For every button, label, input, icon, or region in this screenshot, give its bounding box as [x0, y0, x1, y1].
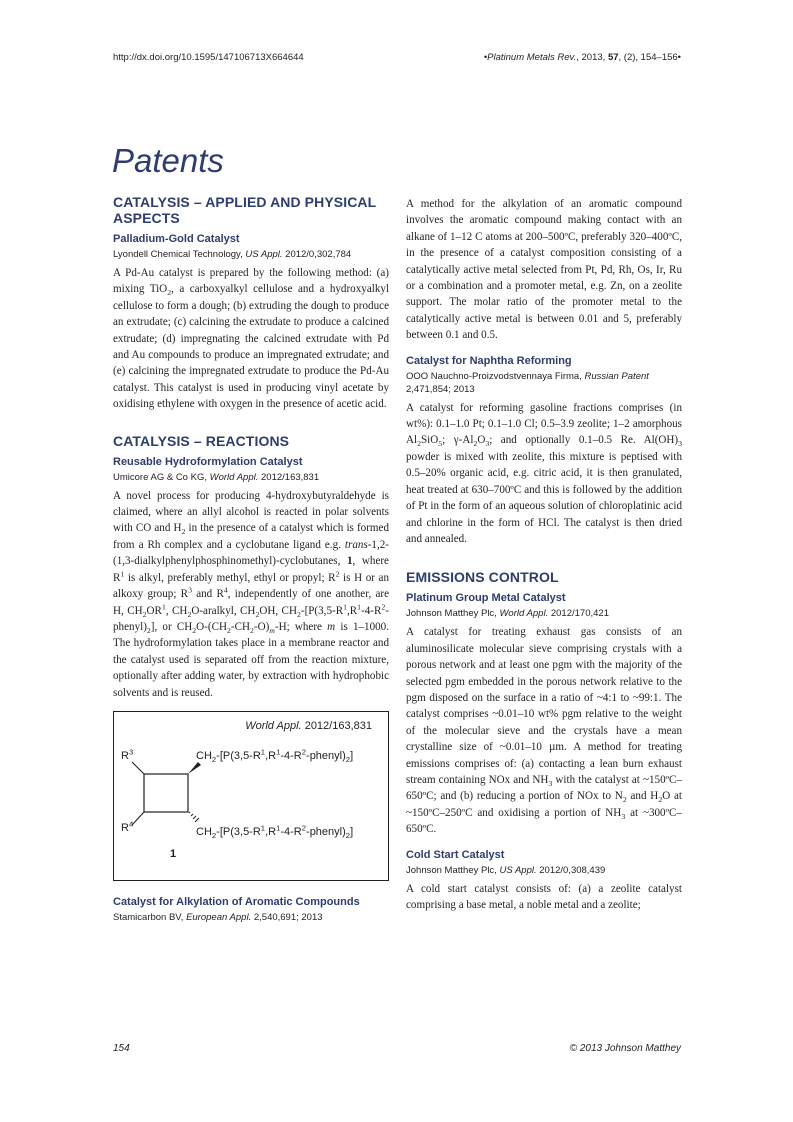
patent-source: Lyondell Chemical Technology, US Appl. 2012/0,302,784 [113, 249, 352, 260]
patent-abstract: A method for the alkylation of an aromatic compound involves the aromatic compound making contact with an alkane of 1–12 C atoms at 200–500ºC, preferably 320–400ºC, in the presence of a catalyst composition consisting of a catalytically active metal selected from Pt, Pd, Rh, Os, Ir, Ru or a combination and a promoter metal, e.g. Zn, on a zeolite support. The molar ratio of the promoter metal to the catalytically active metal is between 0.01 and 5, preferably between 0.1 and 0.5. [406, 198, 682, 342]
page-title: Patents [112, 142, 224, 179]
cyclobutane-structure [114, 712, 390, 880]
patent-source: Stamicarbon BV, European Appl. 2,540,691; 2013 [113, 911, 323, 923]
patent-source: Johnson Matthey Plc, World Appl. 2012/170,421 [406, 608, 609, 620]
patent-source: Johnson Matthey Plc, US Appl. 2012/0,308,439 [406, 864, 606, 876]
patent-abstract: A cold start catalyst consists of: (a) a zeolite catalyst comprising a base metal, a noble metal and a zeolite; [406, 882, 682, 911]
patent-abstract: A catalyst for treating exhaust gas consists of an aluminosilicate molecular sieve comprising crystals with a porous network and at least one pgm with the majority of the selected pgm embedded in the porous network relative to the pgm disposed on the surface in a ratio of ~4:1 to ~99:1. The catalyst comprises ~0.01–10 wt% pgm relative to the weight of the molecular sieve and the crystals have a mean crystalline size of ~0.01–10 µm. A method for treating emissions comprises of: (a) contacting a lean burn exhaust stream containing NOx and $NH_3$ with the catalyst at ~150ºC–650ºC; and (b) reducing a portion of NOx to $N_2$ and $H_2O$ at ~150ºC–250ºC and oxidising a portion of $NH_3$ at ~300ºC–650ºC. [406, 626, 683, 836]
journal-citation: •Platinum Metals Rev., 2013, 57, (2), 154–156• [483, 52, 681, 63]
page-number: 154 [113, 1043, 130, 1054]
compound-number: 1 [170, 847, 177, 860]
right-column [406, 196, 682, 913]
substituent-bottom: $CH_2-[P(3,5-R^1,R^1-4-R^2-phenyl)_2]$ [196, 823, 354, 841]
figure-structure-1 [113, 711, 389, 881]
patent-title-hydroformylation: Reusable Hydroformylation Catalyst [113, 455, 303, 468]
figure-source: World Appl. 2012/163,831 [245, 719, 372, 732]
patent-title-alkylation: Catalyst for Alkylation of Aromatic Compounds [113, 895, 360, 908]
left-column [113, 194, 389, 928]
patent-abstract: A novel process for producing 4-hydroxybutyraldehyde is claimed, where an allyl alcohol is reacted in polar solvents with CO and $H_2$ in the presence of a catalyst which is formed from a Rh complex and a cyclobutane ligand e.g. trans-1,2-(1,3-dialkylphenylphosphinomethyl)-cyclobutanes, 1, where $R^1$ is alkyl, preferably methyl, ethyl or propyl; $R^2$ is H or an alkoxy group; $R^3$ and $R^4$, independently of one another, are H, $CH_2OR^1$, $CH_2O$-aralkyl, $CH_2OH$, $CH_2-[P(3,5-R^1,R^1-4-R^2-phenyl)_2]$, or $CH_2O-(CH_2-CH_2-O)_m-H$; where m is 1–1000. The hydroformylation takes place in a membrane reactor and the catalyst used is separated off from the reaction mixture, optionally after adding water, by extraction with hydrophobic solvents and is reused. [113, 489, 390, 699]
substituent-top: $CH_2-[P(3,5-R^1,R^1-4-R^2-phenyl)_2]$ [196, 747, 354, 765]
patent-source: OOO Nauchno-Proizvodstvennaya Firma, Russian Patent 2,471,854; 2013 [406, 370, 649, 395]
patent-source: Umicore AG & Co KG, World Appl. 2012/163,831 [113, 471, 320, 483]
patent-title-palladium-gold: Palladium-Gold Catalyst [113, 233, 240, 245]
patent-title-naphtha: Catalyst for Naphtha Reforming [406, 354, 572, 367]
section-heading-catalysis-reactions: CATALYSIS – REACTIONS [113, 432, 290, 449]
label-r4: $R^4$ [121, 819, 134, 834]
patent-title-pgm-catalyst: Platinum Group Metal Catalyst [406, 592, 566, 605]
section-heading-emissions: EMISSIONS CONTROL [406, 569, 559, 586]
label-r3: $R^3$ [121, 747, 134, 762]
copyright: © 2013 Johnson Matthey [569, 1043, 681, 1054]
section-heading-catalysis-applied: CATALYSIS – APPLIED AND PHYSICAL ASPECTS [113, 194, 377, 226]
doi-link[interactable]: http://dx.doi.org/10.1595/147106713X664644 [113, 52, 304, 63]
patent-title-cold-start: Cold Start Catalyst [406, 848, 505, 861]
patent-abstract: A catalyst for reforming gasoline fractions comprises (in wt%): 0.1–1.0 Pt; 0.1–1.0 Cl; 0.5–3.9 zeolite; 1–2 amorphous $Al_2SiO_5$; $\gamma-Al_2O_3$; and optionally 0.1–0.5 Re. $Al(OH)_3$ powder is mixed with zeolite, this mixture is peptised with 0.5–20% organic acid, e.g. citric acid, it is then granulated, heat treated at 630–700ºC and this is followed by the addition of Pt in the form of an aqueous solution of chloroplatinic acid and chlorine in the form of HCl. The catalyst is then dried and annealed. [406, 401, 682, 545]
patent-abstract: A Pd-Au catalyst is prepared by the following method: (a) mixing TiO$_2$, a carboxyalkyl cellulose and a hydroxyalkyl cellulose to form a dough; (b) extruding the dough to produce an extrudate; (c) calcining the extrudate to produce a calcined extrudate; (d) impregnating the calcined extrudate with Pd and Au compounds to produce an impregnated extrudate; and (e) calcining the impregnated extrudate to produce the Pd-Au catalyst. This catalyst is used in producing vinyl acetate by oxidising ethylene with oxygen in the presence of acetic acid. [113, 267, 389, 411]
